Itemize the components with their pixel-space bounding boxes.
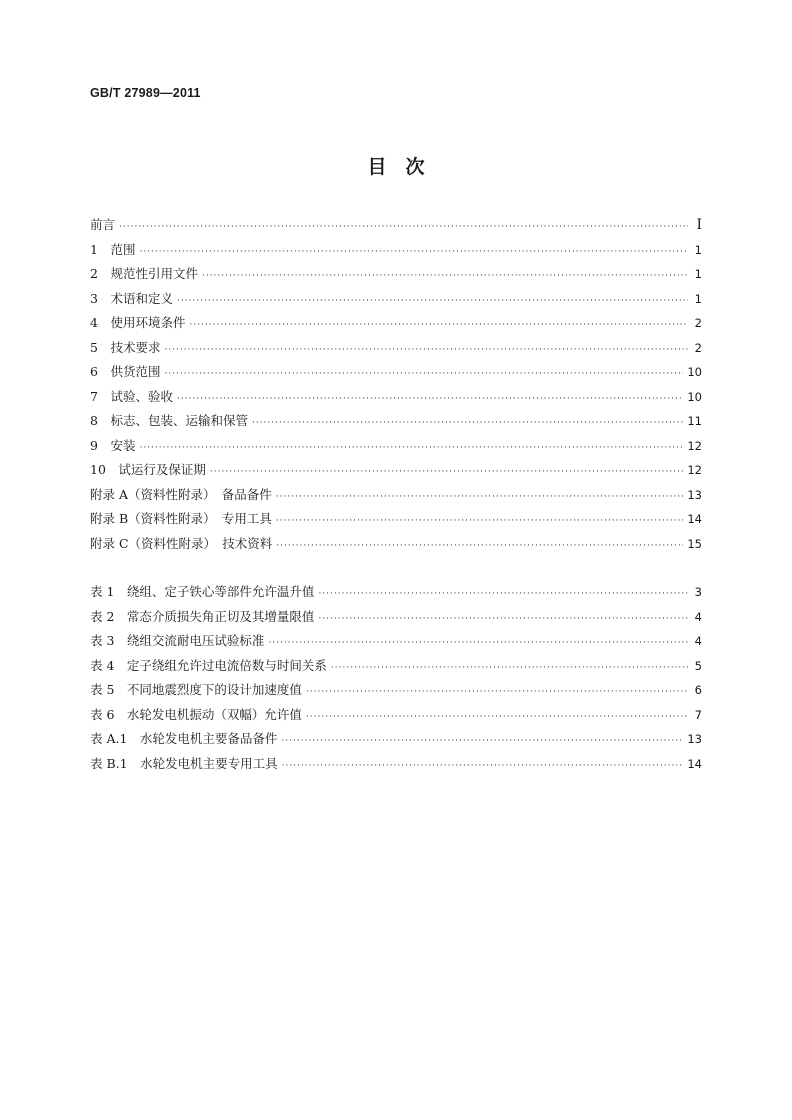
toc-entry-supply-scope[interactable] xyxy=(90,362,702,387)
toc-entry-table-5[interactable] xyxy=(90,680,702,705)
toc-entry-normative-references[interactable] xyxy=(90,264,702,289)
toc-entry-label: 表 1 绕组、定子铁心等部件允许温升值 xyxy=(90,584,315,599)
toc-entry-label: 6 供货范围 xyxy=(90,364,161,379)
toc-entry-page: 13 xyxy=(687,732,702,746)
toc-entry-label: 4 使用环境条件 xyxy=(90,315,186,330)
dot-leader xyxy=(164,369,683,379)
toc-entry-annex-a[interactable] xyxy=(90,485,702,510)
toc-entry-technical-requirements[interactable] xyxy=(90,338,702,363)
toc-entry-scope[interactable] xyxy=(90,240,702,265)
dot-leader xyxy=(119,222,688,232)
page-title: 目 次 xyxy=(367,156,425,178)
toc-entry-table-4[interactable] xyxy=(90,656,702,681)
toc-entry-label: 表 5 不同地震烈度下的设计加速度值 xyxy=(90,682,302,697)
dot-leader xyxy=(139,443,683,453)
toc-entry-label: 2 规范性引用文件 xyxy=(90,266,198,281)
toc-entry-terms-definitions[interactable] xyxy=(90,289,702,314)
dot-leader xyxy=(164,345,688,355)
toc-entry-table-b1[interactable] xyxy=(90,754,702,779)
toc-entry-page: 1 xyxy=(694,242,702,257)
toc-entry-label: 前言 xyxy=(90,217,116,232)
toc-entry-label: 7 试验、验收 xyxy=(90,388,173,404)
toc-entry-page: 5 xyxy=(694,658,702,673)
dot-leader xyxy=(177,394,683,404)
toc-entry-environment-conditions[interactable] xyxy=(90,313,702,338)
dot-leader xyxy=(276,516,683,526)
toc-entry-page: 4 xyxy=(694,634,702,648)
toc-entry-table-6[interactable] xyxy=(90,705,702,730)
list-of-tables xyxy=(90,582,702,778)
dot-leader xyxy=(306,687,688,697)
dot-leader xyxy=(306,712,688,722)
dot-leader xyxy=(282,761,684,771)
dot-leader xyxy=(276,541,683,551)
dot-leader xyxy=(281,736,683,746)
toc-entry-page: 1 xyxy=(694,291,702,306)
toc-entry-page: 7 xyxy=(694,707,702,722)
toc-entry-annex-c[interactable] xyxy=(90,534,702,559)
dot-leader xyxy=(139,247,688,257)
toc-entry-page: 1 xyxy=(694,267,702,281)
toc-entry-page: 4 xyxy=(694,609,702,624)
dot-leader xyxy=(189,320,688,330)
toc-entry-label: 表 3 绕组交流耐电压试验标准 xyxy=(90,633,265,648)
toc-entry-table-3[interactable] xyxy=(90,631,702,656)
toc-entry-label: 10 试运行及保证期 xyxy=(90,462,206,477)
toc-entry-page: 2 xyxy=(694,340,702,355)
toc-entry-test-acceptance[interactable] xyxy=(90,387,702,412)
toc-entry-foreword[interactable] xyxy=(90,215,702,240)
toc-entry-label: 表 A.1 水轮发电机主要备品备件 xyxy=(90,731,278,746)
toc-entry-label: 9 安装 xyxy=(90,437,136,453)
toc-entry-marking-packaging[interactable] xyxy=(90,411,702,436)
toc-entry-installation[interactable] xyxy=(90,436,702,461)
toc-entry-table-1[interactable] xyxy=(90,582,702,607)
dot-leader xyxy=(252,418,683,428)
dot-leader xyxy=(318,614,688,624)
toc-entry-table-2[interactable] xyxy=(90,607,702,632)
toc-entry-page: 12 xyxy=(687,438,702,453)
dot-leader xyxy=(331,663,688,673)
toc-entry-page: 10 xyxy=(687,389,702,404)
toc-entry-page: 13 xyxy=(687,487,702,502)
toc-entry-label: 表 6 水轮发电机振动（双幅）允许值 xyxy=(90,706,302,722)
toc-entry-page: 2 xyxy=(694,316,702,330)
dot-leader xyxy=(202,271,688,281)
toc-entry-label: 表 B.1 水轮发电机主要专用工具 xyxy=(90,755,278,771)
toc-entry-page: 15 xyxy=(687,536,702,551)
toc-entry-label: 1 范围 xyxy=(90,241,136,257)
toc-entry-table-a1[interactable] xyxy=(90,729,702,754)
toc-entry-label: 表 4 定子绕组允许过电流倍数与时间关系 xyxy=(90,657,327,673)
toc-entry-page: 14 xyxy=(687,756,702,771)
toc-entry-page: 10 xyxy=(687,365,702,379)
toc-entry-annex-b[interactable] xyxy=(90,509,702,534)
dot-leader xyxy=(177,296,688,306)
toc-entry-label: 附录 B（资料性附录） 专用工具 xyxy=(90,511,272,526)
table-of-contents xyxy=(90,215,702,558)
toc-entry-label: 3 术语和定义 xyxy=(90,290,173,306)
toc-entry-label: 附录 C（资料性附录） 技术资料 xyxy=(90,535,273,551)
dot-leader xyxy=(210,467,683,477)
toc-entry-page: Ⅰ xyxy=(696,217,702,233)
toc-entry-trial-operation[interactable] xyxy=(90,460,702,485)
toc-entry-page: 12 xyxy=(687,463,702,477)
dot-leader xyxy=(318,589,688,599)
toc-entry-label: 附录 A（资料性附录） 备品备件 xyxy=(90,486,272,502)
dot-leader xyxy=(276,492,684,502)
toc-entry-label: 表 2 常态介质损失角正切及其增量限值 xyxy=(90,608,315,624)
toc-entry-page: 3 xyxy=(694,585,702,599)
toc-entry-page: 6 xyxy=(694,683,702,697)
toc-entry-label: 5 技术要求 xyxy=(90,339,161,355)
standard-code: GB/T 27989—2011 xyxy=(90,86,201,100)
toc-entry-page: 11 xyxy=(687,414,702,428)
dot-leader xyxy=(268,638,688,648)
toc-entry-page: 14 xyxy=(687,512,702,526)
toc-entry-label: 8 标志、包装、运输和保管 xyxy=(90,413,248,428)
